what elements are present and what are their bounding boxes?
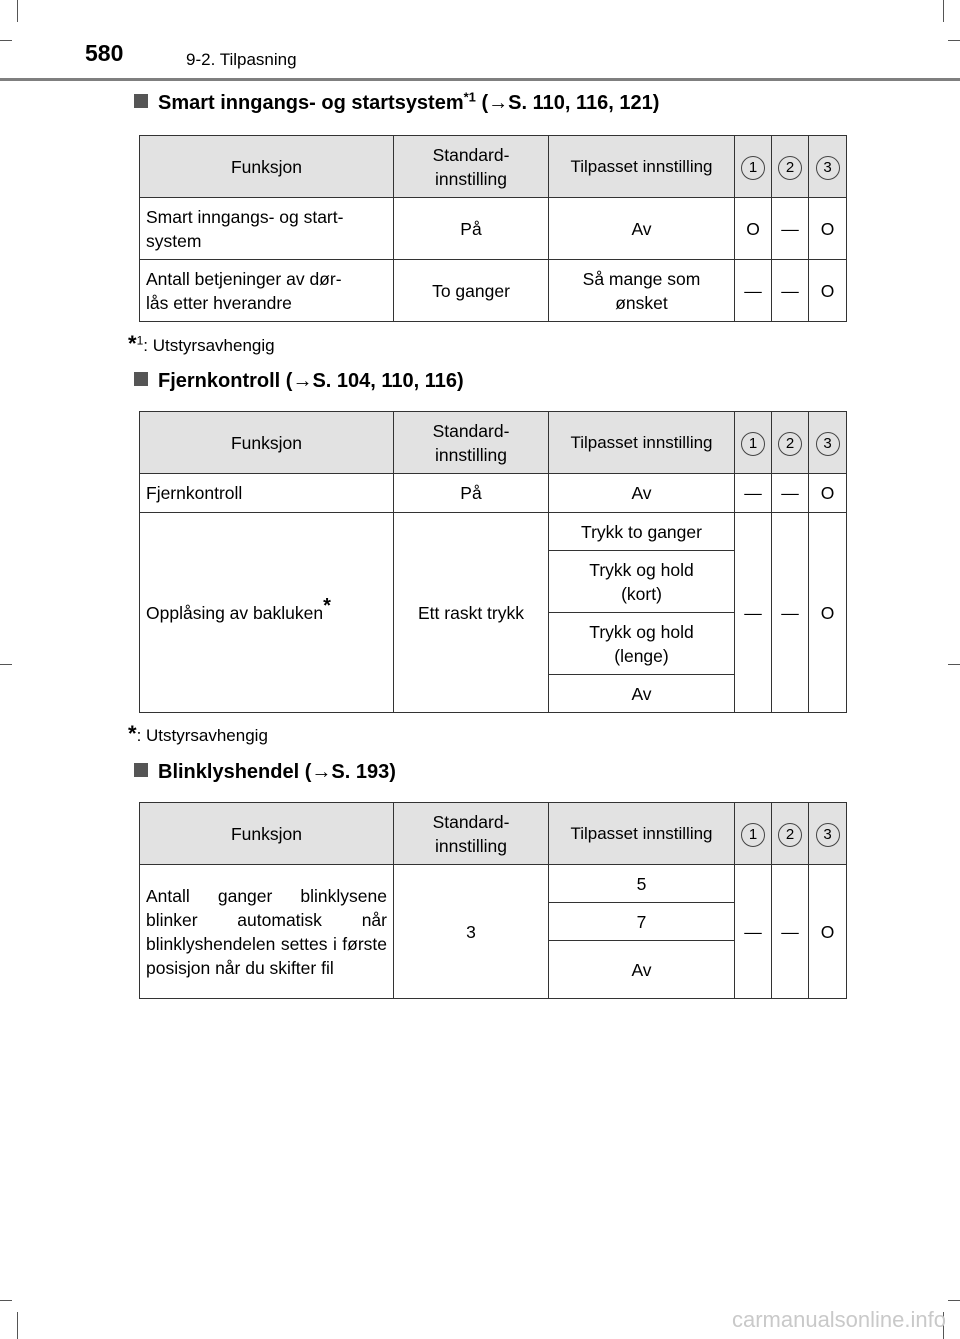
col-standard: Standard- innstilling	[394, 803, 549, 865]
section-heading-turn-signal	[134, 761, 396, 784]
cell-option: Av	[549, 675, 735, 713]
section-heading-remote	[134, 370, 464, 393]
cell-setting-3: O	[809, 865, 847, 999]
table-row	[140, 260, 847, 322]
footnote-1	[128, 331, 275, 356]
crop-mark	[943, 0, 944, 22]
cell-setting-2: —	[772, 260, 809, 322]
heading-title: Smart inngangs- og startsystem	[158, 92, 464, 114]
col-setting-1	[735, 412, 772, 474]
cell-setting-3: O	[809, 198, 847, 260]
watermark: carmanualsonline.info	[731, 1307, 946, 1332]
circled-3-icon: 3	[816, 156, 840, 180]
circled-2-icon: 2	[778, 823, 802, 847]
circled-2-icon: 2	[778, 156, 802, 180]
funksjon-footnote-star: *	[323, 594, 331, 617]
col-setting-1	[735, 803, 772, 865]
crop-mark	[0, 1300, 12, 1301]
col-funksjon: Funksjon	[140, 136, 394, 198]
col-setting-2	[772, 412, 809, 474]
cell-setting-2: —	[772, 474, 809, 513]
col-setting-3	[809, 136, 847, 198]
cell-setting-1: —	[735, 260, 772, 322]
crop-mark	[17, 0, 18, 22]
cell-setting-1: O	[735, 198, 772, 260]
col-funksjon: Funksjon	[140, 803, 394, 865]
cell-setting-1: —	[735, 865, 772, 999]
heading-footnote-ref: *1	[463, 89, 476, 105]
table-header-row	[140, 412, 847, 474]
table-row	[140, 198, 847, 260]
cell-option: Trykk to ganger	[549, 513, 735, 551]
circled-2-icon: 2	[778, 432, 802, 456]
cell-funksjon	[140, 513, 394, 713]
col-funksjon: Funksjon	[140, 412, 394, 474]
table-header-row	[140, 136, 847, 198]
col-tilpasset: Tilpasset innstilling	[549, 803, 735, 865]
col-setting-2	[772, 136, 809, 198]
circled-3-icon: 3	[816, 823, 840, 847]
cell-standard: Ett raskt trykk	[394, 513, 549, 713]
col-setting-1	[735, 136, 772, 198]
funksjon-text: Opplåsing av bakluken	[146, 602, 324, 623]
cell-option: Trykk og hold (kort)	[549, 551, 735, 613]
cell-tilpasset: Av	[549, 474, 735, 513]
cell-tilpasset: Så mange som ønsket	[549, 260, 735, 322]
cell-option: 7	[549, 903, 735, 941]
circled-1-icon: 1	[741, 432, 765, 456]
circled-1-icon: 1	[741, 156, 765, 180]
table-row	[140, 865, 847, 903]
crop-mark	[948, 40, 960, 41]
square-bullet-icon	[134, 94, 148, 108]
page-number: 580	[85, 40, 124, 66]
crop-mark	[948, 664, 960, 665]
heading-title: Blinklyshendel	[158, 761, 300, 783]
cell-setting-1: —	[735, 474, 772, 513]
table-remote	[139, 411, 847, 713]
cell-setting-2: —	[772, 513, 809, 713]
col-tilpasset: Tilpasset innstilling	[549, 136, 735, 198]
circled-1-icon: 1	[741, 823, 765, 847]
section-label: 9-2. Tilpasning	[186, 50, 297, 69]
table-row	[140, 513, 847, 551]
cell-funksjon: Antall ganger blinklysene blinker automatisk når blinklyshendelen settes i første posisjon når du skifter fil	[140, 865, 394, 999]
col-setting-3	[809, 412, 847, 474]
footnote-text: : Utstyrsavhengig	[136, 726, 268, 745]
heading-page-ref: (→S. 104, 110, 116)	[280, 370, 464, 392]
footnote-number: 1	[136, 333, 144, 348]
cell-setting-1: —	[735, 513, 772, 713]
table-smart-entry	[139, 135, 847, 322]
cell-setting-3: O	[809, 260, 847, 322]
cell-option: Trykk og hold (lenge)	[549, 613, 735, 675]
circled-3-icon: 3	[816, 432, 840, 456]
cell-setting-3: O	[809, 513, 847, 713]
footnote-star: *	[128, 721, 137, 746]
cell-standard: 3	[394, 865, 549, 999]
col-standard: Standard- innstilling	[394, 136, 549, 198]
cell-funksjon: Fjernkontroll	[140, 474, 394, 513]
crop-mark	[0, 40, 12, 41]
footnote-2	[128, 721, 268, 746]
cell-setting-2: —	[772, 865, 809, 999]
section-heading-smart-entry	[134, 89, 660, 115]
col-standard: Standard- innstilling	[394, 412, 549, 474]
cell-setting-3: O	[809, 474, 847, 513]
cell-funksjon: Antall betjeninger av dør- lås etter hverandre	[140, 260, 394, 322]
cell-standard: På	[394, 198, 549, 260]
footnote-text: : Utstyrsavhengig	[143, 336, 275, 355]
square-bullet-icon	[134, 763, 148, 777]
crop-mark	[0, 664, 12, 665]
cell-option: 5	[549, 865, 735, 903]
heading-page-ref: (→S. 193)	[299, 761, 396, 783]
square-bullet-icon	[134, 372, 148, 386]
table-row	[140, 474, 847, 513]
cell-funksjon: Smart inngangs- og start- system	[140, 198, 394, 260]
cell-setting-2: —	[772, 198, 809, 260]
header-rule	[0, 78, 960, 81]
cell-standard: På	[394, 474, 549, 513]
footnote-star: *	[128, 331, 137, 356]
crop-mark	[17, 1312, 18, 1339]
heading-page-ref: (→S. 110, 116, 121)	[475, 92, 660, 114]
col-setting-2	[772, 803, 809, 865]
cell-option: Av	[549, 941, 735, 999]
col-setting-3	[809, 803, 847, 865]
crop-mark	[948, 1300, 960, 1301]
table-turn-signal	[139, 802, 847, 999]
col-tilpasset: Tilpasset innstilling	[549, 412, 735, 474]
table-header-row	[140, 803, 847, 865]
cell-tilpasset: Av	[549, 198, 735, 260]
cell-standard: To ganger	[394, 260, 549, 322]
heading-title: Fjernkontroll	[158, 370, 281, 392]
